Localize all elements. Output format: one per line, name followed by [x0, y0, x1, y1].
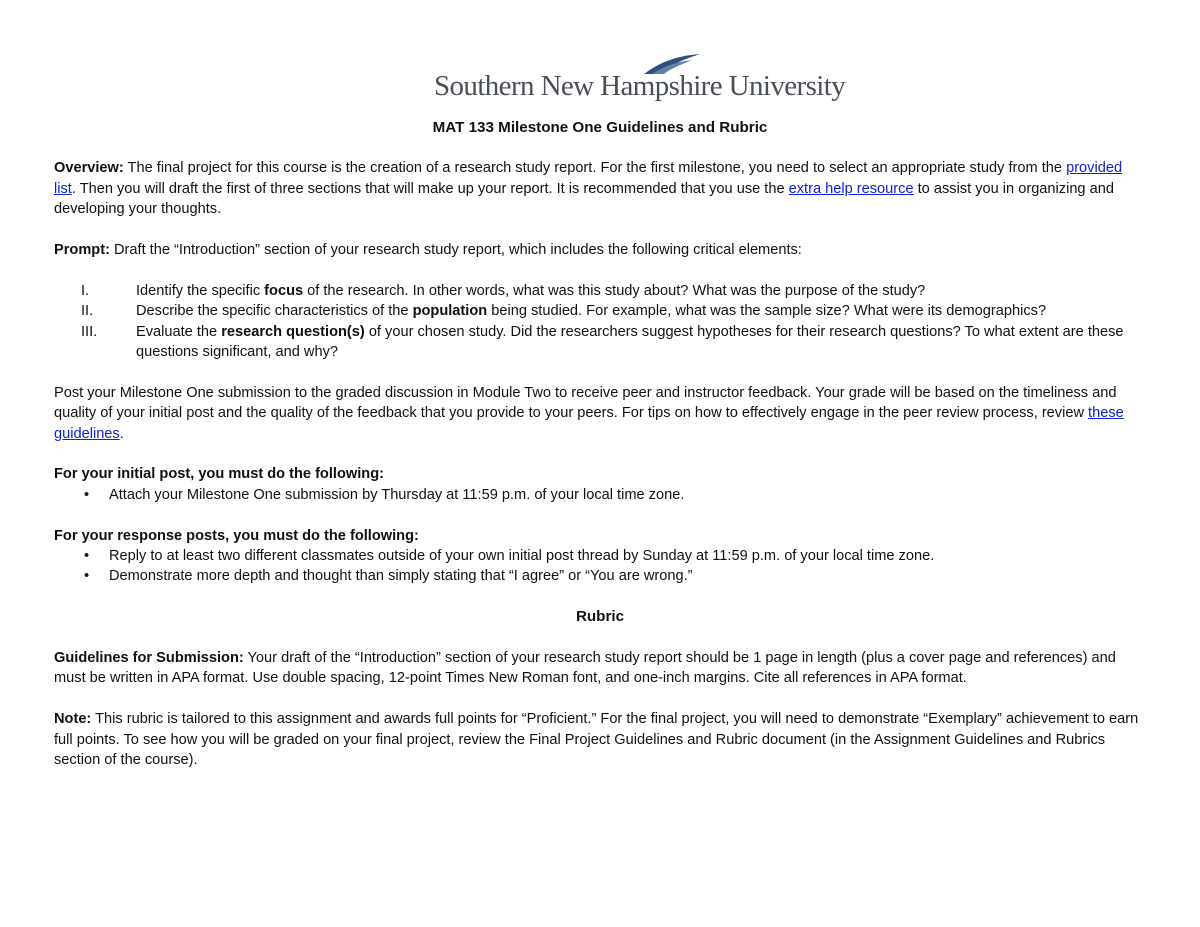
list-number: I.: [81, 282, 90, 299]
list-item-text: Describe the specific characteristics of the population being studied. For example, what was the sample size? What were its demographics?: [136, 303, 1047, 320]
bullet-icon: •: [84, 568, 90, 585]
note-label: Note:: [54, 711, 92, 728]
discussion-paragraph: Post your Milestone One submission to the graded discussion in Module Two to receive peer and instructor feedback. Your grade will be based on the timeliness and quality of your initial post and the quality of the feedback that you provide to your peers. For tips on how to effectively engage in the peer review process, review these guidelines.: [54, 384, 1124, 442]
overview-text: . Then you will draft the first of three sections that will make up your report. It is recommended that you use the: [71, 180, 789, 197]
list-item-text: Evaluate the research question(s) of your chosen study. Did the researchers suggest hypotheses for their research questions? To what extent are these questions significant, and why?: [136, 323, 1124, 361]
response-posts-heading: For your response posts, you must do the following:: [54, 527, 419, 544]
list-item: [54, 301, 1146, 321]
prompt-text: Draft the “Introduction” section of your research study report, which includes the following critical elements:: [109, 242, 802, 259]
provided-list-link[interactable]: provided list: [54, 160, 1123, 197]
logo-text: Southern New Hampshire University: [434, 70, 846, 102]
discussion-text: Post your Milestone One submission to the graded discussion in Module Two to receive peer and instructor feedback. Your grade will be based on the timeliness and quality of your initial post and the quality of the feedback that you provide to your peers. For tips on how to effectively engage in the peer review process, review: [54, 384, 1117, 422]
list-item-text: Attach your Milestone One submission by Thursday at 11:59 p.m. of your local time zone.: [109, 486, 685, 503]
list-item: [54, 322, 1146, 363]
guidelines-paragraph: [54, 648, 1146, 689]
response-posts-list: [54, 546, 1146, 587]
list-item-text: Identify the specific focus of the research. In other words, what was this study about? What was the purpose of the study?: [136, 282, 926, 299]
list-number: II.: [81, 303, 94, 320]
list-item: [54, 281, 1146, 301]
list-item: [54, 566, 1146, 586]
critical-elements-list: [54, 281, 1146, 363]
prompt-label: Prompt:: [54, 242, 110, 259]
prompt-paragraph: [54, 240, 1146, 260]
rubric-heading: Rubric: [575, 608, 625, 626]
guidelines-label: Guidelines for Submission:: [54, 650, 244, 667]
these-guidelines-link[interactable]: these guidelines: [54, 405, 1124, 442]
overview-text: The final project for this course is the creation of a research study report. For the first milestone, you need to select an appropriate study from the: [123, 160, 1067, 177]
note-text: This rubric is tailored to this assignment and awards full points for “Proficient.” For the final project, you will need to demonstrate “Exemplary” achievement to earn full points. To see how you will be graded on your final project, review the Final Project Guidelines and Rubric document (in the Assignment Guidelines and Rubrics section of the course).: [54, 711, 1139, 769]
list-item-text: Reply to at least two different classmates outside of your own initial post thread by Sunday at 11:59 p.m. of your local time zone.: [109, 548, 935, 565]
page-title: MAT 133 Milestone One Guidelines and Rubric: [432, 119, 768, 136]
list-item: [54, 546, 1146, 566]
university-logo: [434, 52, 846, 104]
guidelines-text: Your draft of the “Introduction” section of your research study report should be 1 page in length (plus a cover page and references) and must be written in APA format. Use double spacing, 12-point Times New Roman font, and one-inch margins. Cite all references in APA format.: [54, 650, 1116, 687]
list-number: III.: [81, 323, 98, 340]
overview-text: to assist you in organizing and developing your thoughts.: [54, 180, 1114, 218]
overview-label: Overview:: [54, 160, 124, 177]
initial-post-heading: For your initial post, you must do the following:: [54, 466, 384, 483]
bullet-icon: •: [84, 486, 90, 503]
list-item-text: Demonstrate more depth and thought than simply stating that “I agree” or “You are wrong.”: [109, 568, 693, 585]
note-paragraph: [54, 709, 1146, 770]
bullet-icon: •: [84, 548, 90, 565]
list-item: [54, 485, 1146, 505]
extra-help-resource-link[interactable]: extra help resource: [788, 180, 914, 197]
document-body: [54, 118, 1146, 770]
initial-post-list: [54, 485, 1146, 505]
overview-paragraph: [54, 158, 1146, 219]
